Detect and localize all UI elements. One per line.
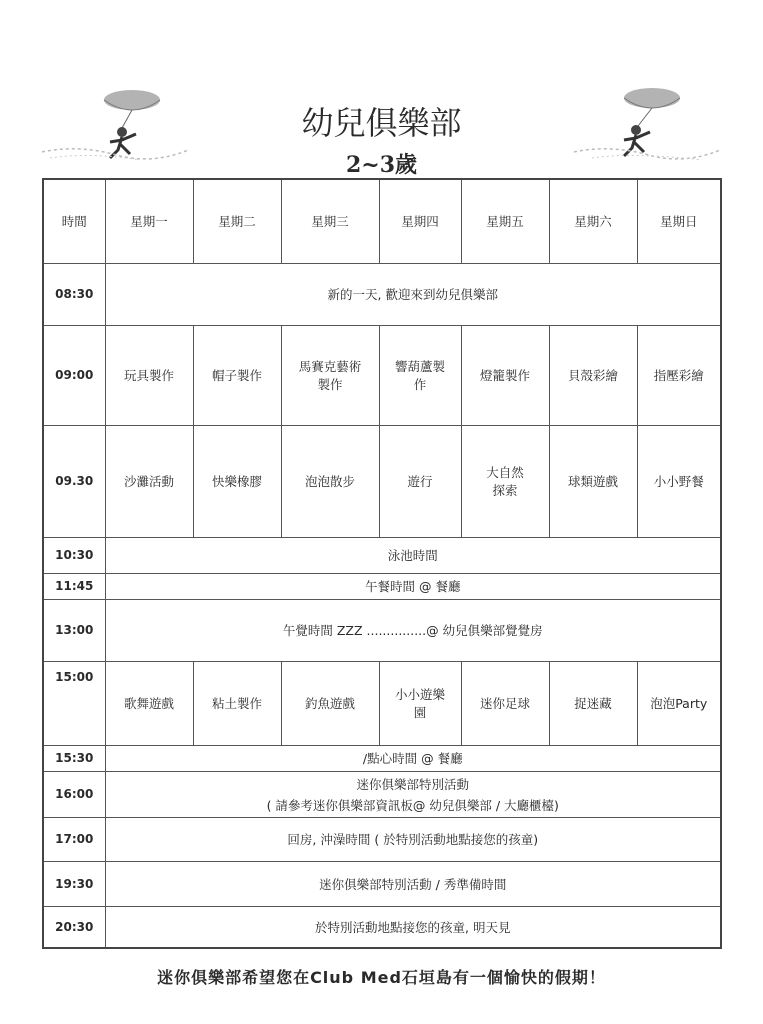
table-row — [43, 599, 721, 661]
column-header: 星期一 — [105, 179, 193, 263]
time-cell: 15:30 — [43, 745, 105, 771]
activity-cell: 響葫蘆製作 — [379, 325, 461, 425]
time-cell: 15:00 — [43, 661, 105, 745]
header-row — [43, 179, 721, 263]
activity-cell: 新的一天, 歡迎來到幼兒俱樂部 — [105, 263, 721, 325]
time-cell: 10:30 — [43, 537, 105, 573]
activity-cell: 小小遊樂園 — [379, 661, 461, 745]
column-header: 星期三 — [281, 179, 379, 263]
activity-cell: 泳池時間 — [105, 537, 721, 573]
activity-cell: 遊行 — [379, 425, 461, 537]
activity-cell: 快樂橡膠 — [193, 425, 281, 537]
age-subtitle: 2~3歲 — [345, 152, 418, 178]
table-row — [43, 906, 721, 948]
activity-cell: 迷你俱樂部特別活動 / 秀準備時間 — [105, 861, 721, 906]
time-cell: 09.30 — [43, 425, 105, 537]
footer-message: 迷你俱樂部希望您在Club Med石垣島有一個愉快的假期！ — [157, 968, 606, 987]
activity-note: ( 請參考迷你俱樂部資訊板@ 幼兒俱樂部 / 大廳櫃檯) — [266, 797, 559, 813]
activity-cell: 粘土製作 — [193, 661, 281, 745]
column-header: 星期二 — [193, 179, 281, 263]
activity-cell: 玩具製作 — [105, 325, 193, 425]
activity-cell: 小小野餐 — [637, 425, 721, 537]
activity-cell: 帽子製作 — [193, 325, 281, 425]
time-cell: 19:30 — [43, 861, 105, 906]
activity-cell: 指壓彩繪 — [637, 325, 721, 425]
activity-cell: 泡泡Party — [637, 661, 721, 745]
time-cell: 17:00 — [43, 817, 105, 861]
time-cell: 13:00 — [43, 599, 105, 661]
activity-cell: 歌舞遊戲 — [105, 661, 193, 745]
schedule-table — [42, 178, 722, 949]
activity-cell: 沙灘活動 — [105, 425, 193, 537]
activity-cell: 午覺時間 ZZZ ...............@ 幼兒俱樂部覺覺房 — [105, 599, 721, 661]
table-row — [43, 425, 721, 537]
table-row — [43, 325, 721, 425]
activity-cell: 貝殼彩繪 — [549, 325, 637, 425]
time-cell: 11:45 — [43, 573, 105, 599]
column-header: 星期六 — [549, 179, 637, 263]
activity-cell: 午餐時間 @ 餐廳 — [105, 573, 721, 599]
activity-cell: 球類遊戲 — [549, 425, 637, 537]
activity-cell: 釣魚遊戲 — [281, 661, 379, 745]
column-header: 星期五 — [461, 179, 549, 263]
activity-cell: 泡泡散步 — [281, 425, 379, 537]
table-row — [43, 817, 721, 861]
table-row — [43, 771, 721, 817]
activity-cell — [105, 771, 721, 817]
page-title: 幼兒俱樂部 — [301, 104, 462, 142]
activity-cell: 迷你足球 — [461, 661, 549, 745]
time-cell: 20:30 — [43, 906, 105, 948]
table-row — [43, 537, 721, 573]
activity-cell: 於特別活動地點接您的孩童, 明天見 — [105, 906, 721, 948]
activity-cell: 捉迷藏 — [549, 661, 637, 745]
activity-cell: /點心時間 @ 餐廳 — [105, 745, 721, 771]
table-row — [43, 861, 721, 906]
column-header: 星期四 — [379, 179, 461, 263]
table-row — [43, 573, 721, 599]
table-row — [43, 263, 721, 325]
table-row — [43, 661, 721, 745]
column-header: 時間 — [43, 179, 105, 263]
activity-cell: 馬賽克藝術製作 — [281, 325, 379, 425]
activity-cell: 燈籠製作 — [461, 325, 549, 425]
activity-text: 迷你俱樂部特別活動 — [356, 776, 469, 792]
activity-cell: 大自然探索 — [461, 425, 549, 537]
activity-cell: 回房, 沖澡時間 ( 於特別活動地點接您的孩童) — [105, 817, 721, 861]
time-cell: 08:30 — [43, 263, 105, 325]
table-row — [43, 745, 721, 771]
time-cell: 16:00 — [43, 771, 105, 817]
time-cell: 09:00 — [43, 325, 105, 425]
column-header: 星期日 — [637, 179, 721, 263]
